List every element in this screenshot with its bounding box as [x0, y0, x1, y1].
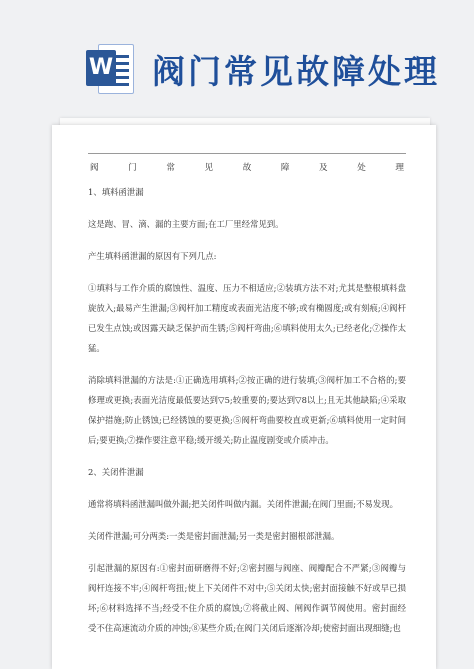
word-document-icon [86, 40, 132, 96]
paragraph: ①填料与工作介质的腐蚀性、温度、压力不相适应;②装填方法不对;尤其是整根填料盘旋放入;最易产生泄漏;③阀杆加工精度或表面光洁度不够;或有椭圆度;或有刻痕;④阀杆已发生点蚀;或因露天缺乏保护而生锈;⑤阀杆弯曲;⑥填料使用太久;已经老化;⑦操作太猛。 [88, 283, 406, 353]
title-char: 障 [280, 163, 290, 173]
paragraph: 产生填料函泄漏的原因有下列几点: [88, 251, 217, 261]
document-title [88, 158, 406, 178]
title-char: 故 [242, 163, 252, 173]
header-banner [0, 0, 474, 118]
document-content [88, 153, 406, 650]
title-char: 处 [357, 163, 366, 173]
paragraph: 这是跑、冒、滴、漏的主要方面;在工厂里经常见到。 [88, 219, 284, 229]
title-char: 门 [128, 163, 137, 173]
section-heading: 1、填料函泄漏 [88, 187, 144, 197]
document-banner-title: 阀门常见故障处理 [152, 52, 440, 91]
paragraph: 引起泄漏的原因有:①密封面研磨得不好;②密封圈与阀座、阀瓣配合不严紧;③阀瓣与阀杆连接不牢;④阀杆弯扭;使上下关闭件不对中;⑤关闭太快;密封面接触不好或早已损坏;⑥材料选择不当;经受不住介质的腐蚀;⑦将截止阀、闸阀作调节阀使用。密封面经受不住高速流动介质的冲蚀;⑧某些介质;在阀门关闭后逐渐冷却;使密封面出现细缝;也 [88, 563, 406, 633]
document-page [52, 125, 436, 669]
section-heading: 2、关闭件泄漏 [88, 467, 144, 477]
title-char: 及 [319, 163, 328, 173]
header-rule [88, 153, 406, 154]
title-char: 理 [395, 163, 404, 173]
word-icon-letter: W [86, 50, 116, 86]
title-char: 常 [166, 163, 175, 173]
paragraph: 消除填料泄漏的方法是:①正确选用填料;②按正确的进行装填;③阀杆加工不合格的;要修理或更换;表面光洁度最低要达到▽5;较重要的;要达到▽8以上;且无其他缺陷;④采取保护措施;防止锈蚀;已经锈蚀的要更换;⑤阀杆弯曲要校直或更新;⑥填料使用一定时间后;要更换;⑦操作要注意平稳;缓开缓关;防止温度剧变或介质冲击。 [88, 375, 406, 445]
title-char: 见 [204, 163, 214, 173]
paragraph: 关闭件泄漏;可分两类:一类是密封面泄漏;另一类是密封圈根部泄漏。 [88, 531, 340, 541]
title-char: 阀 [90, 163, 99, 173]
paragraph: 通常将填料函泄漏叫做外漏;把关闭件叫做内漏。关闭件泄漏;在阀门里面;不易发现。 [88, 499, 398, 509]
